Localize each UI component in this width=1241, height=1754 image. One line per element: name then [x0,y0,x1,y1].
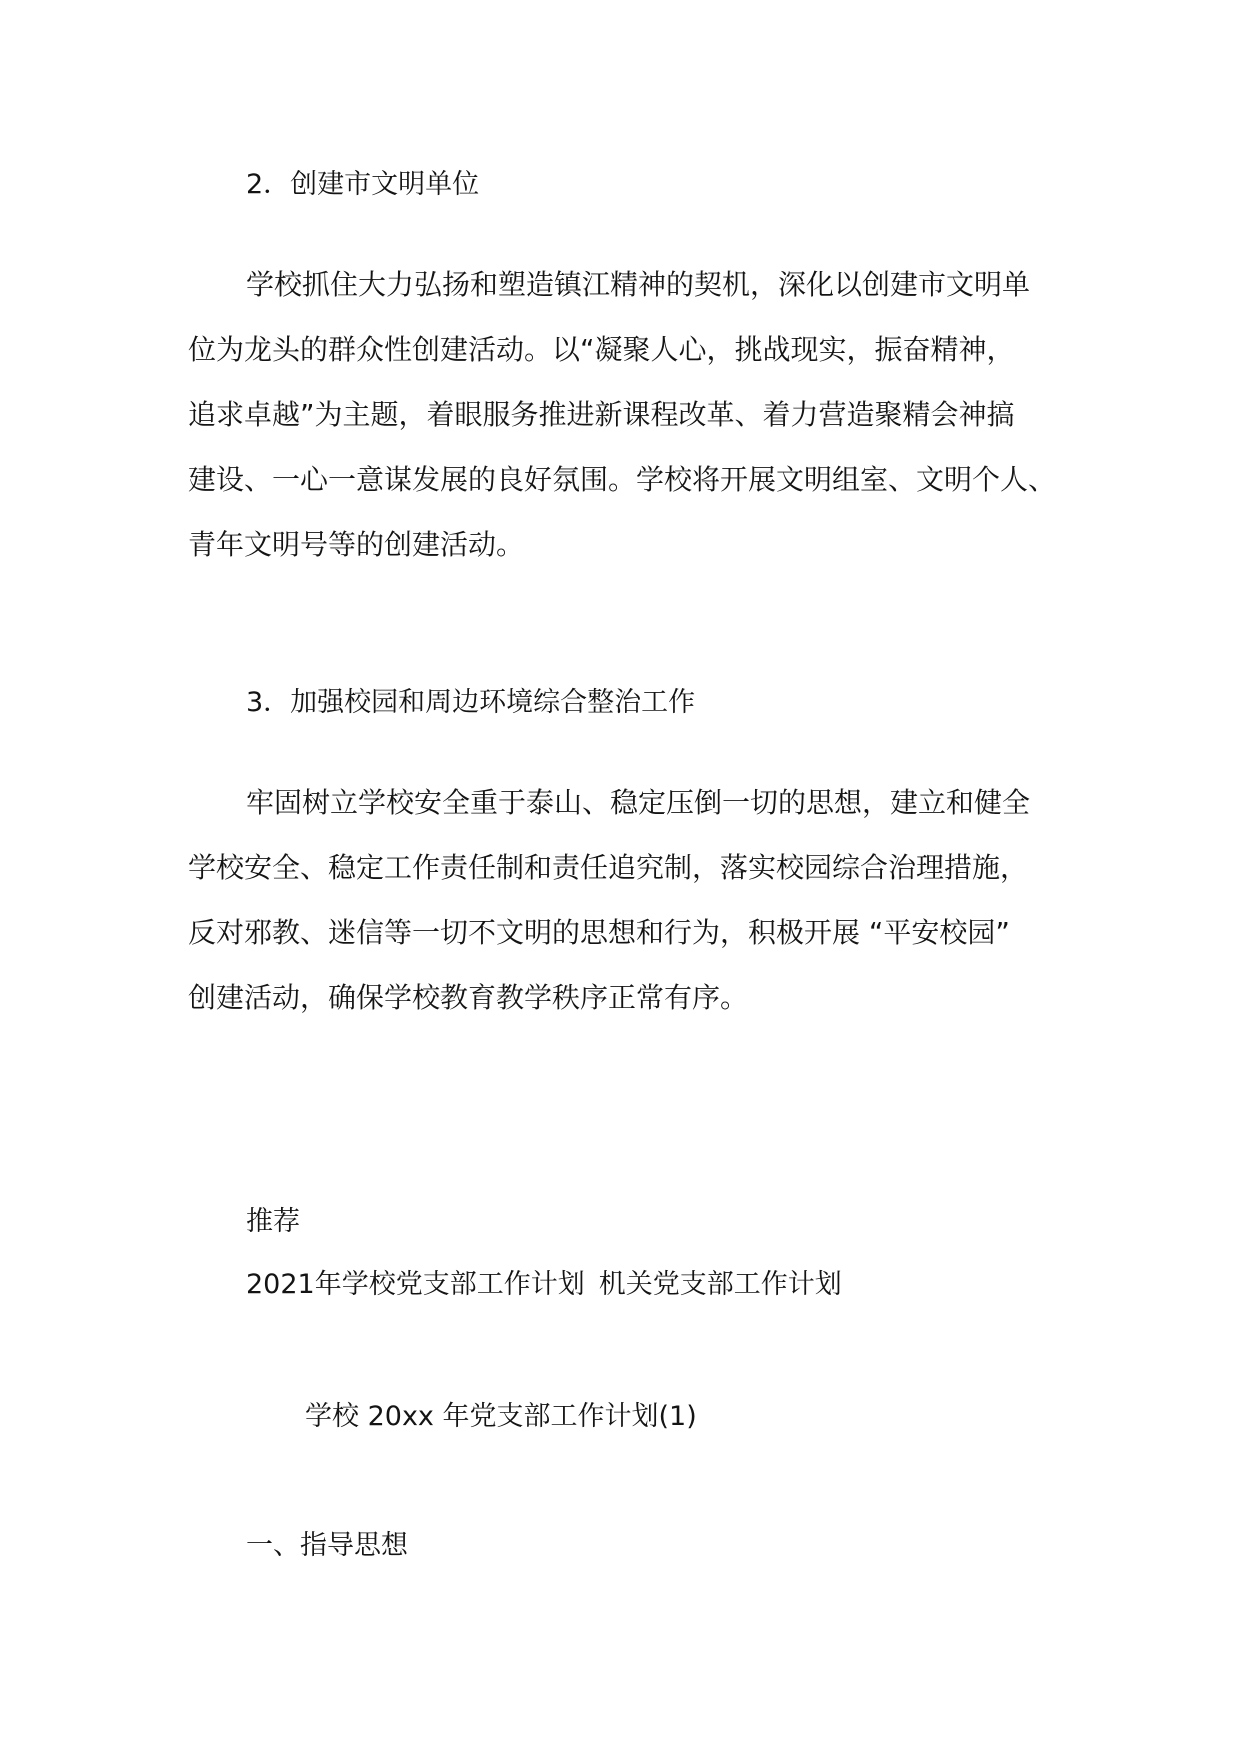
paragraph-line: 创建活动，确保学校教育教学秩序正常有序。 [188,981,749,1014]
paragraph-line: 青年文明号等的创建活动。 [188,528,525,561]
section-3-paragraph [188,770,1088,1030]
section-2-heading: 2．创建市文明单位 [246,169,480,200]
recommend-label: 推荐 [246,1206,300,1237]
paragraph-line: 牢固树立学校安全重于泰山、稳定压倒一切的思想，建立和健全 [246,786,1031,819]
recommend-links [246,1267,842,1303]
paragraph-line: 反对邪教、迷信等一切不文明的思想和行为，积极开展 “平安校园” [188,916,1010,949]
document-title: 学校 20xx 年党支部工作计划(1) [305,1401,697,1432]
paragraph-line: 追求卓越”为主题，着眼服务推进新课程改革、着力营造聚精会神搞 [188,398,1015,431]
recommend-link-school-party-plan[interactable]: 2021年学校党支部工作计划 [246,1269,585,1300]
recommend-link-organ-party-plan[interactable]: 机关党支部工作计划 [598,1269,842,1300]
section-2-paragraph [188,252,1088,577]
paragraph-line: 建设、一心一意谋发展的良好氛围。学校将开展文明组室、文明个人、 [188,463,1057,496]
paragraph-line: 学校安全、稳定工作责任制和责任追究制，落实校园综合治理措施， [188,851,1029,884]
paragraph-line: 位为龙头的群众性创建活动。以“凝聚人心，挑战现实，振奋精神， [188,333,1015,366]
section-one-heading: 一、指导思想 [246,1530,408,1561]
paragraph-line: 学校抓住大力弘扬和塑造镇江精神的契机，深化以创建市文明单 [246,268,1031,301]
section-3-heading: 3．加强校园和周边环境综合整治工作 [246,687,696,718]
